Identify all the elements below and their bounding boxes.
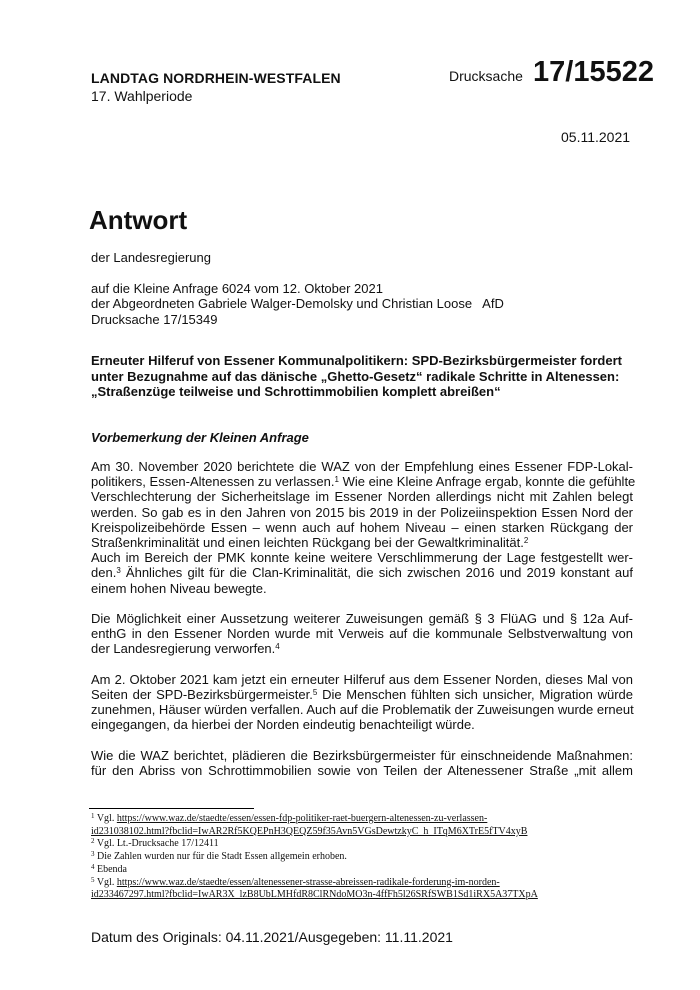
- text-line: werden. So gab es in den Jahren von 2015 bis 2019 in der Polizeiinspektion Essen Nord der: [91, 504, 633, 520]
- paragraph: [91, 611, 633, 657]
- paragraph: [91, 672, 633, 733]
- text-line: Am 2. Oktober 2021 kam jetzt ein erneuter Hilferuf aus dem Essener Norden, dieses Mal von: [91, 671, 633, 687]
- text-line: Verschlechterung der Sicherheitslage im Essener Norden allerdings nicht mit Zahlen belegt: [91, 489, 633, 505]
- text-line: Auch im Bereich der PMK konnte keine weitere Verschlimmerung der Lage festgestellt wer-: [91, 550, 633, 566]
- footnote-continuation: [91, 826, 651, 839]
- text-line: eingegangen, da hierbei der Norden eindeutig benachteiligt würde.: [91, 717, 475, 733]
- text-line: enthG in den Essener Norden wurde mit Verweis auf die kommunale Selbstverwaltung von: [91, 626, 633, 642]
- text-line: politikers, Essen-Altenessen zu verlassen.$^1$ Wie eine Kleine Anfrage ergab, konnte die gefühlte: [91, 474, 636, 490]
- text-line: Wie die WAZ berichtet, plädieren die Bezirksbürgermeister für einschneidende Maßnahmen:: [91, 747, 633, 763]
- footnote-ref: 3: [116, 566, 121, 576]
- intro-authors: der Abgeordneten Gabriele Walger-Demolsky und Christian Loose AfD: [91, 296, 504, 311]
- page-title: Antwort: [89, 205, 188, 235]
- footnote-link[interactable]: https://www.waz.de/staedte/essen/essen-fdp-politiker-raet-buergern-altenessen-zu-verlassen-: [116, 813, 488, 824]
- text-line: der Landesregierung verworfen.$^4$: [91, 641, 280, 657]
- body-text: [91, 459, 636, 779]
- text-line: Seiten der SPD-Bezirksbürgermeister.$^5$ Die Menschen fühlten sich unsicher, Migration würde: [91, 687, 633, 703]
- text-line: Straßenkriminalität und einen leichten Rückgang bei der Gewaltkriminalität.$^2$: [91, 535, 529, 551]
- footnote-ref: 1: [334, 475, 339, 485]
- paragraph: [91, 748, 633, 778]
- intro-reference: Drucksache 17/15349: [91, 311, 218, 327]
- subject-line: unter Bezugnahme auf das dänische „Ghetto-Gesetz“ radikale Schritte in Altenessen:: [91, 368, 620, 384]
- text-line: zunehmen, Häuser würden verfallen. Auch auf die Problematik der Zuweisungen wurde erneut: [91, 702, 634, 718]
- footnotes: [91, 813, 651, 902]
- footnote: $^3$ Die Zahlen wurden nur für die Stadt Essen allgemein erhoben.: [91, 850, 347, 863]
- footnote-ref: 5: [312, 688, 318, 698]
- subject-line: „Straßenzüge teilweise und Schrottimmobilien komplett abreißen“: [91, 384, 501, 399]
- footnote-link[interactable]: id231038102.html?fbclid=IwAR2Rf5KQEPnH3QEQZ59f35Avn5VGsDewtzkyC_h_ITqM6XTrE5fTV4xyB: [91, 825, 528, 837]
- intro-block: [91, 250, 631, 327]
- subject-line: Erneuter Hilferuf von Essener Kommunalpolitikern: SPD-Bezirksbürgermeister fordert: [91, 353, 622, 368]
- vorbemerkung-heading: Vorbemerkung der Kleinen Anfrage: [91, 430, 309, 445]
- paragraph: [91, 459, 636, 596]
- text-line: für den Abriss von Schrottimmobilien sowie von Teilen der Altenessener Straße „mit allem: [91, 763, 633, 779]
- subject-heading: [91, 353, 631, 400]
- footnote-ref: 2: [523, 536, 529, 546]
- footnote-divider: [89, 808, 254, 809]
- text-line: Am 30. November 2020 berichtete die WAZ von der Empfehlung eines Essener FDP-Lokal-: [91, 459, 633, 474]
- text-line: einem hohen Niveau bewegte.: [91, 580, 267, 596]
- text-line: den.$^3$ Ähnliches gilt für die Clan-Kriminalität, die sich zwischen 2016 und 2019 konstant auf: [91, 565, 633, 581]
- parliament-name: LANDTAG NORDRHEIN-WESTFALEN: [91, 70, 341, 86]
- footnote: $^2$ Vgl. Lt.-Drucksache 17/12411: [91, 837, 219, 850]
- drucksache-number: 17/15522: [533, 56, 654, 88]
- footnote-continuation: [91, 889, 651, 902]
- text-line: Kreispolizeibehörde Essen – wenn auch auf hohem Niveau – einen starken Rückgang der: [91, 519, 633, 535]
- footnote: $^4$ Ebenda: [91, 862, 127, 875]
- text-line: Die Möglichkeit einer Aussetzung weiterer Zuweisungen gemäß § 3 FlüAG und § 12a Auf-: [91, 611, 633, 627]
- document-date: 05.11.2021: [561, 129, 631, 145]
- footnote-ref: 4: [275, 642, 280, 652]
- footnote: $^1$ Vgl. https://www.waz.de/staedte/essen/essen-fdp-politiker-raet-buergern-altenessen-zu-verlassen-: [91, 812, 488, 824]
- intro-from: der Landesregierung: [91, 250, 211, 265]
- legislative-period: 17. Wahlperiode: [91, 88, 193, 104]
- page-footer: Datum des Originals: 04.11.2021/Ausgegeben: 11.11.2021: [91, 929, 453, 945]
- footnote-link[interactable]: id233467297.html?fbclid=IwAR3X_lzB8UbLMHfdR8ClRNdoMO3n-4ffFh5l26SRfSWB1Sd1iRX5A37TXpA: [91, 889, 538, 901]
- drucksache-label: Drucksache: [449, 68, 523, 84]
- footnote: $^5$ Vgl. https://www.waz.de/staedte/essen/altenessener-strasse-abreissen-radikale-forderung-im-norden-: [91, 875, 500, 888]
- footnote-link[interactable]: https://www.waz.de/staedte/essen/altenessener-strasse-abreissen-radikale-forderung-im-norden-: [116, 876, 500, 888]
- intro-request: auf die Kleine Anfrage 6024 vom 12. Oktober 2021: [91, 280, 383, 296]
